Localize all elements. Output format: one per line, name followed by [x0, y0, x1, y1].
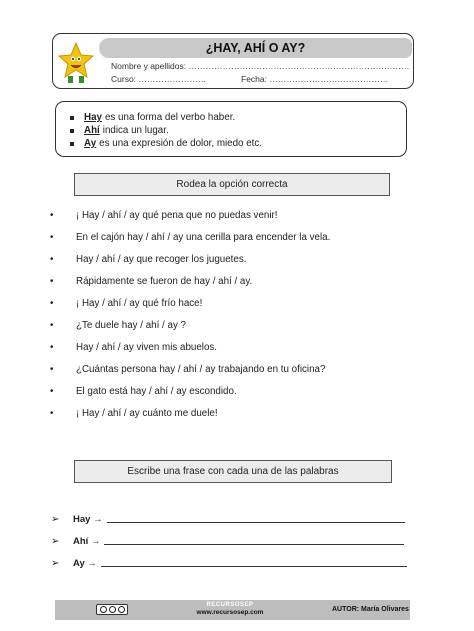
- footer-brand: RECURSOSEP: [206, 602, 254, 608]
- worksheet-header: [52, 33, 414, 89]
- exercise-text: ¡ Hay / ahí / ay qué pena que no puedas venir!: [76, 210, 278, 221]
- exercise-list: [50, 210, 450, 430]
- bullet-icon: •: [50, 254, 54, 265]
- list-item: [50, 210, 450, 232]
- list-item: [50, 276, 450, 298]
- exercise-text: ¿Te duele hay / ahí / ay ?: [76, 320, 187, 331]
- definition-item: [70, 111, 406, 124]
- list-item: [50, 364, 450, 386]
- exercise-text: ¡ Hay / ahí / ay cuánto me duele!: [76, 408, 218, 419]
- exercise-text: ¡ Hay / ahí / ay qué frío hace!: [76, 298, 203, 309]
- list-item: [50, 254, 450, 276]
- exercise-text: El gato está hay / ahí / ay escondido.: [76, 386, 237, 397]
- exercise-text: Hay / ahí / ay que recoger los juguetes.: [76, 254, 247, 265]
- definition-word: Ahí: [84, 125, 100, 136]
- page-footer: [55, 600, 410, 620]
- definition-item: [70, 137, 406, 150]
- definition-item: [70, 124, 406, 137]
- list-item: [50, 232, 450, 254]
- write-label: Ahí →: [73, 536, 101, 547]
- exercise-text: En el cajón hay / ahí / ay una cerilla para encender la vela.: [76, 232, 331, 243]
- definition-word: Ay: [84, 138, 97, 149]
- definition-text: es una expresión de dolor, miedo etc.: [99, 138, 263, 149]
- instruction-circle-option: Rodea la opción correcta: [74, 173, 390, 196]
- square-bullet-icon: [70, 142, 74, 146]
- star-mascot-icon: [57, 41, 95, 85]
- definition-text: indica un lugar.: [102, 125, 169, 136]
- footer-site: [185, 602, 275, 617]
- list-item: [50, 298, 450, 320]
- exercise-text: ¿Cuántas persona hay / ahí / ay trabajando en tu oficina?: [76, 364, 326, 375]
- square-bullet-icon: [70, 116, 74, 120]
- bullet-icon: •: [50, 386, 54, 397]
- answer-line[interactable]: [107, 522, 405, 523]
- date-field: Fecha: ……………………………………: [241, 74, 389, 84]
- bullet-icon: •: [50, 320, 54, 331]
- exercise-text: Rápidamente se fueron de hay / ahí / ay.: [76, 276, 253, 287]
- list-item: [50, 320, 450, 342]
- answer-line[interactable]: [101, 566, 407, 567]
- answer-line[interactable]: [104, 544, 404, 545]
- definitions-box: [55, 101, 407, 157]
- bullet-icon: •: [50, 298, 54, 309]
- definition-word: Hay: [84, 112, 102, 123]
- bullet-icon: •: [50, 342, 54, 353]
- bullet-icon: •: [50, 210, 54, 221]
- course-field: Curso: ……………………: [111, 74, 207, 84]
- write-row-hay: [51, 511, 405, 525]
- write-label: Ay →: [73, 558, 97, 569]
- footer-author: AUTOR: María Olivares: [332, 606, 409, 613]
- footer-url[interactable]: www.recursosep.com: [196, 609, 264, 616]
- arrow-bullet-icon: ➢: [51, 514, 60, 525]
- arrow-bullet-icon: ➢: [51, 558, 60, 569]
- write-label: Hay →: [73, 514, 103, 525]
- bullet-icon: •: [50, 276, 54, 287]
- definition-text: es una forma del verbo haber.: [104, 112, 236, 123]
- write-row-ay: [51, 555, 407, 569]
- arrow-bullet-icon: ➢: [51, 536, 60, 547]
- worksheet-title: ¿HAY, AHÍ O AY?: [99, 38, 412, 58]
- list-item: [50, 408, 450, 430]
- list-item: [50, 342, 450, 364]
- list-item: [50, 386, 450, 408]
- name-field: Nombre y apellidos: ……………………………………………………………………: [111, 61, 410, 71]
- bullet-icon: •: [50, 232, 54, 243]
- square-bullet-icon: [70, 129, 74, 133]
- bullet-icon: •: [50, 408, 54, 419]
- exercise-text: Hay / ahí / ay viven mis abuelos.: [76, 342, 218, 353]
- instruction-write-sentence: Escribe una frase con cada una de las palabras: [74, 460, 392, 483]
- bullet-icon: •: [50, 364, 54, 375]
- creative-commons-icon: [96, 604, 128, 615]
- write-row-ahi: [51, 533, 404, 547]
